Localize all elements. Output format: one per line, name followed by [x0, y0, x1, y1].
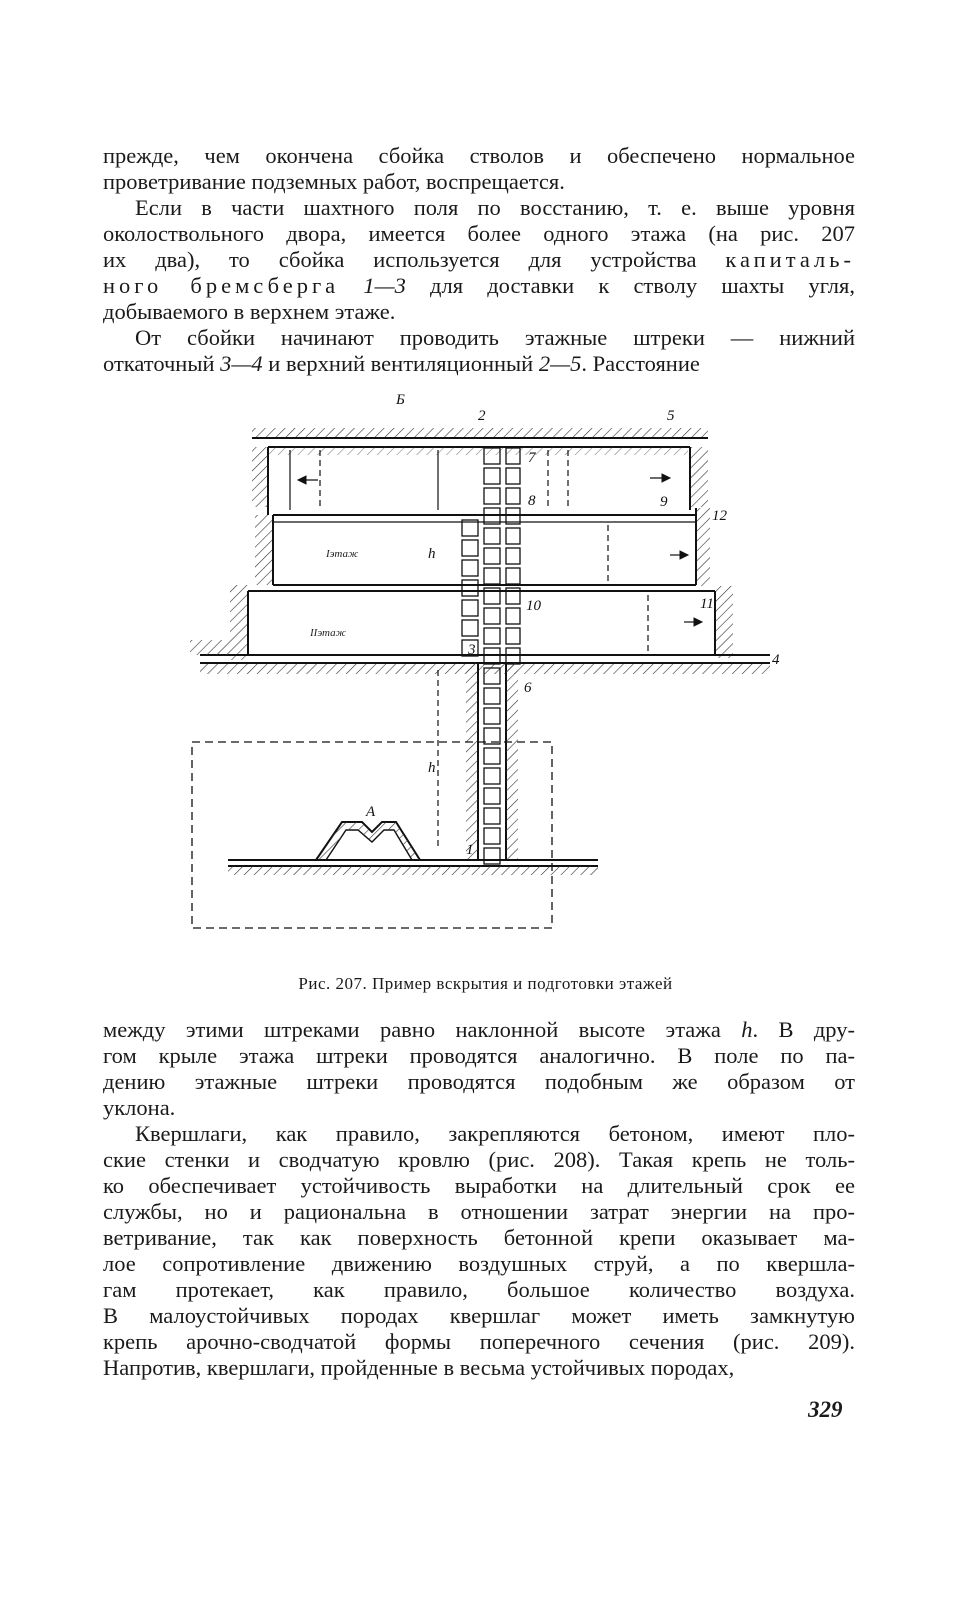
label-h-upper: h: [428, 546, 436, 562]
text-line: гам протекает, как правило, большое количество воздуха.: [103, 1277, 855, 1302]
label-6: 6: [524, 680, 532, 696]
floor-1: [255, 508, 710, 586]
support-box: [506, 628, 520, 644]
text-line: уклона.: [103, 1095, 176, 1120]
support-box: [484, 808, 500, 824]
blind-shaft: [438, 663, 518, 860]
support-box: [484, 468, 500, 484]
label-11: 11: [700, 596, 714, 612]
label-floor-1: Iэтаж: [326, 548, 359, 560]
text-line: Квершлаги, как правило, закрепляются бетоном, имеют пло-: [135, 1121, 855, 1146]
text-line: От сбойки начинают проводить этажные штреки — нижний: [135, 325, 855, 350]
label-7: 7: [528, 450, 536, 466]
support-box: [506, 568, 520, 584]
text-line: крепь арочно-сводчатой формы поперечного сечения (рис. 209).: [103, 1329, 855, 1354]
support-box: [484, 708, 500, 724]
support-box: [462, 560, 478, 576]
label-floor-2: IIэтаж: [310, 627, 346, 639]
support-box: [484, 748, 500, 764]
label-3: 3: [468, 642, 476, 658]
text-line: ветривание, так как поверхность бетонной крепи оказывает ма-: [103, 1225, 855, 1250]
support-box: [484, 548, 500, 564]
support-box: [506, 548, 520, 564]
support-box: [484, 848, 500, 864]
text-line: ко обеспечивает устойчивость выработки на длительный срок ее: [103, 1173, 855, 1198]
support-box: [506, 608, 520, 624]
bottom-text: [103, 1017, 855, 1381]
support-box: [484, 488, 500, 504]
support-box: [484, 528, 500, 544]
text-line: дению этажные штреки проводятся подобным же образом от: [103, 1069, 855, 1094]
support-box: [484, 828, 500, 844]
page-number: 329: [808, 1397, 843, 1422]
support-box: [506, 528, 520, 544]
support-box: [484, 688, 500, 704]
figure-caption: Рис. 207. Пример вскрытия и подготовки этажей: [298, 974, 673, 993]
text-line: откаточный 3—4 и верхний вентиляционный 2—5. Расстояние: [103, 351, 700, 376]
support-box: [462, 580, 478, 596]
label-9: 9: [660, 494, 668, 510]
paragraph: [103, 1017, 855, 1121]
label-4: 4: [772, 652, 780, 668]
text-line: Напротив, квершлаги, пройденные в весьма устойчивых породах,: [103, 1355, 735, 1380]
text-line: между этими штреками равно наклонной высоте этажа h. В дру-: [103, 1017, 855, 1042]
text-line: их два), то сбойка используется для устройства капиталь-: [103, 247, 855, 272]
text-line: прежде, чем окончена сбойка стволов и обеспечено нормальное: [103, 143, 855, 168]
label-12: 12: [712, 508, 727, 524]
label-1: 1: [466, 842, 474, 858]
support-box: [462, 620, 478, 636]
support-box: [506, 468, 520, 484]
text-line: Если в части шахтного поля по восстанию, т. е. выше уровня: [135, 195, 855, 220]
support-box: [484, 768, 500, 784]
label-10: 10: [526, 598, 541, 614]
label-8: 8: [528, 493, 536, 509]
figure-labels: [309, 392, 780, 858]
text-line: проветривание подземных работ, воспрещается.: [103, 169, 565, 194]
support-box: [462, 540, 478, 556]
text-line: ские стенки и сводчатую кровлю (рис. 208). Такая крепь не толь-: [103, 1147, 855, 1172]
main-level-drift: [228, 822, 598, 875]
text-line: ного бремсберга 1—3 для доставки к стволу шахты угля,: [103, 273, 855, 298]
support-box: [484, 628, 500, 644]
text-line: гом крыле этажа штреки проводятся аналогично. В поле по па-: [103, 1043, 855, 1068]
support-box: [462, 600, 478, 616]
label-2: 2: [478, 408, 486, 424]
label-a: А: [366, 804, 376, 820]
support-box: [484, 788, 500, 804]
label-5: 5: [667, 408, 675, 424]
support-box: [484, 608, 500, 624]
text-line: В малоустойчивых породах квершлаг может иметь замкнутую: [103, 1303, 855, 1328]
text-line: службы, но и рациональна в отношении затрат энергии на про-: [103, 1199, 855, 1224]
support-box: [484, 568, 500, 584]
text-line: лое сопротивление движению воздушных струй, а по квершла-: [103, 1251, 855, 1276]
support-box: [506, 488, 520, 504]
text-line: околоствольного двора, имеется более одного этажа (на рис. 207: [103, 221, 855, 246]
text-line: добываемого в верхнем этаже.: [103, 299, 396, 324]
label-b: Б: [396, 392, 405, 408]
paragraph: [103, 1121, 855, 1381]
bottom-drift-haulage: [190, 640, 770, 674]
label-h-lower: h: [428, 760, 436, 776]
floor-2: [230, 585, 733, 660]
upper-workings: [268, 447, 690, 515]
